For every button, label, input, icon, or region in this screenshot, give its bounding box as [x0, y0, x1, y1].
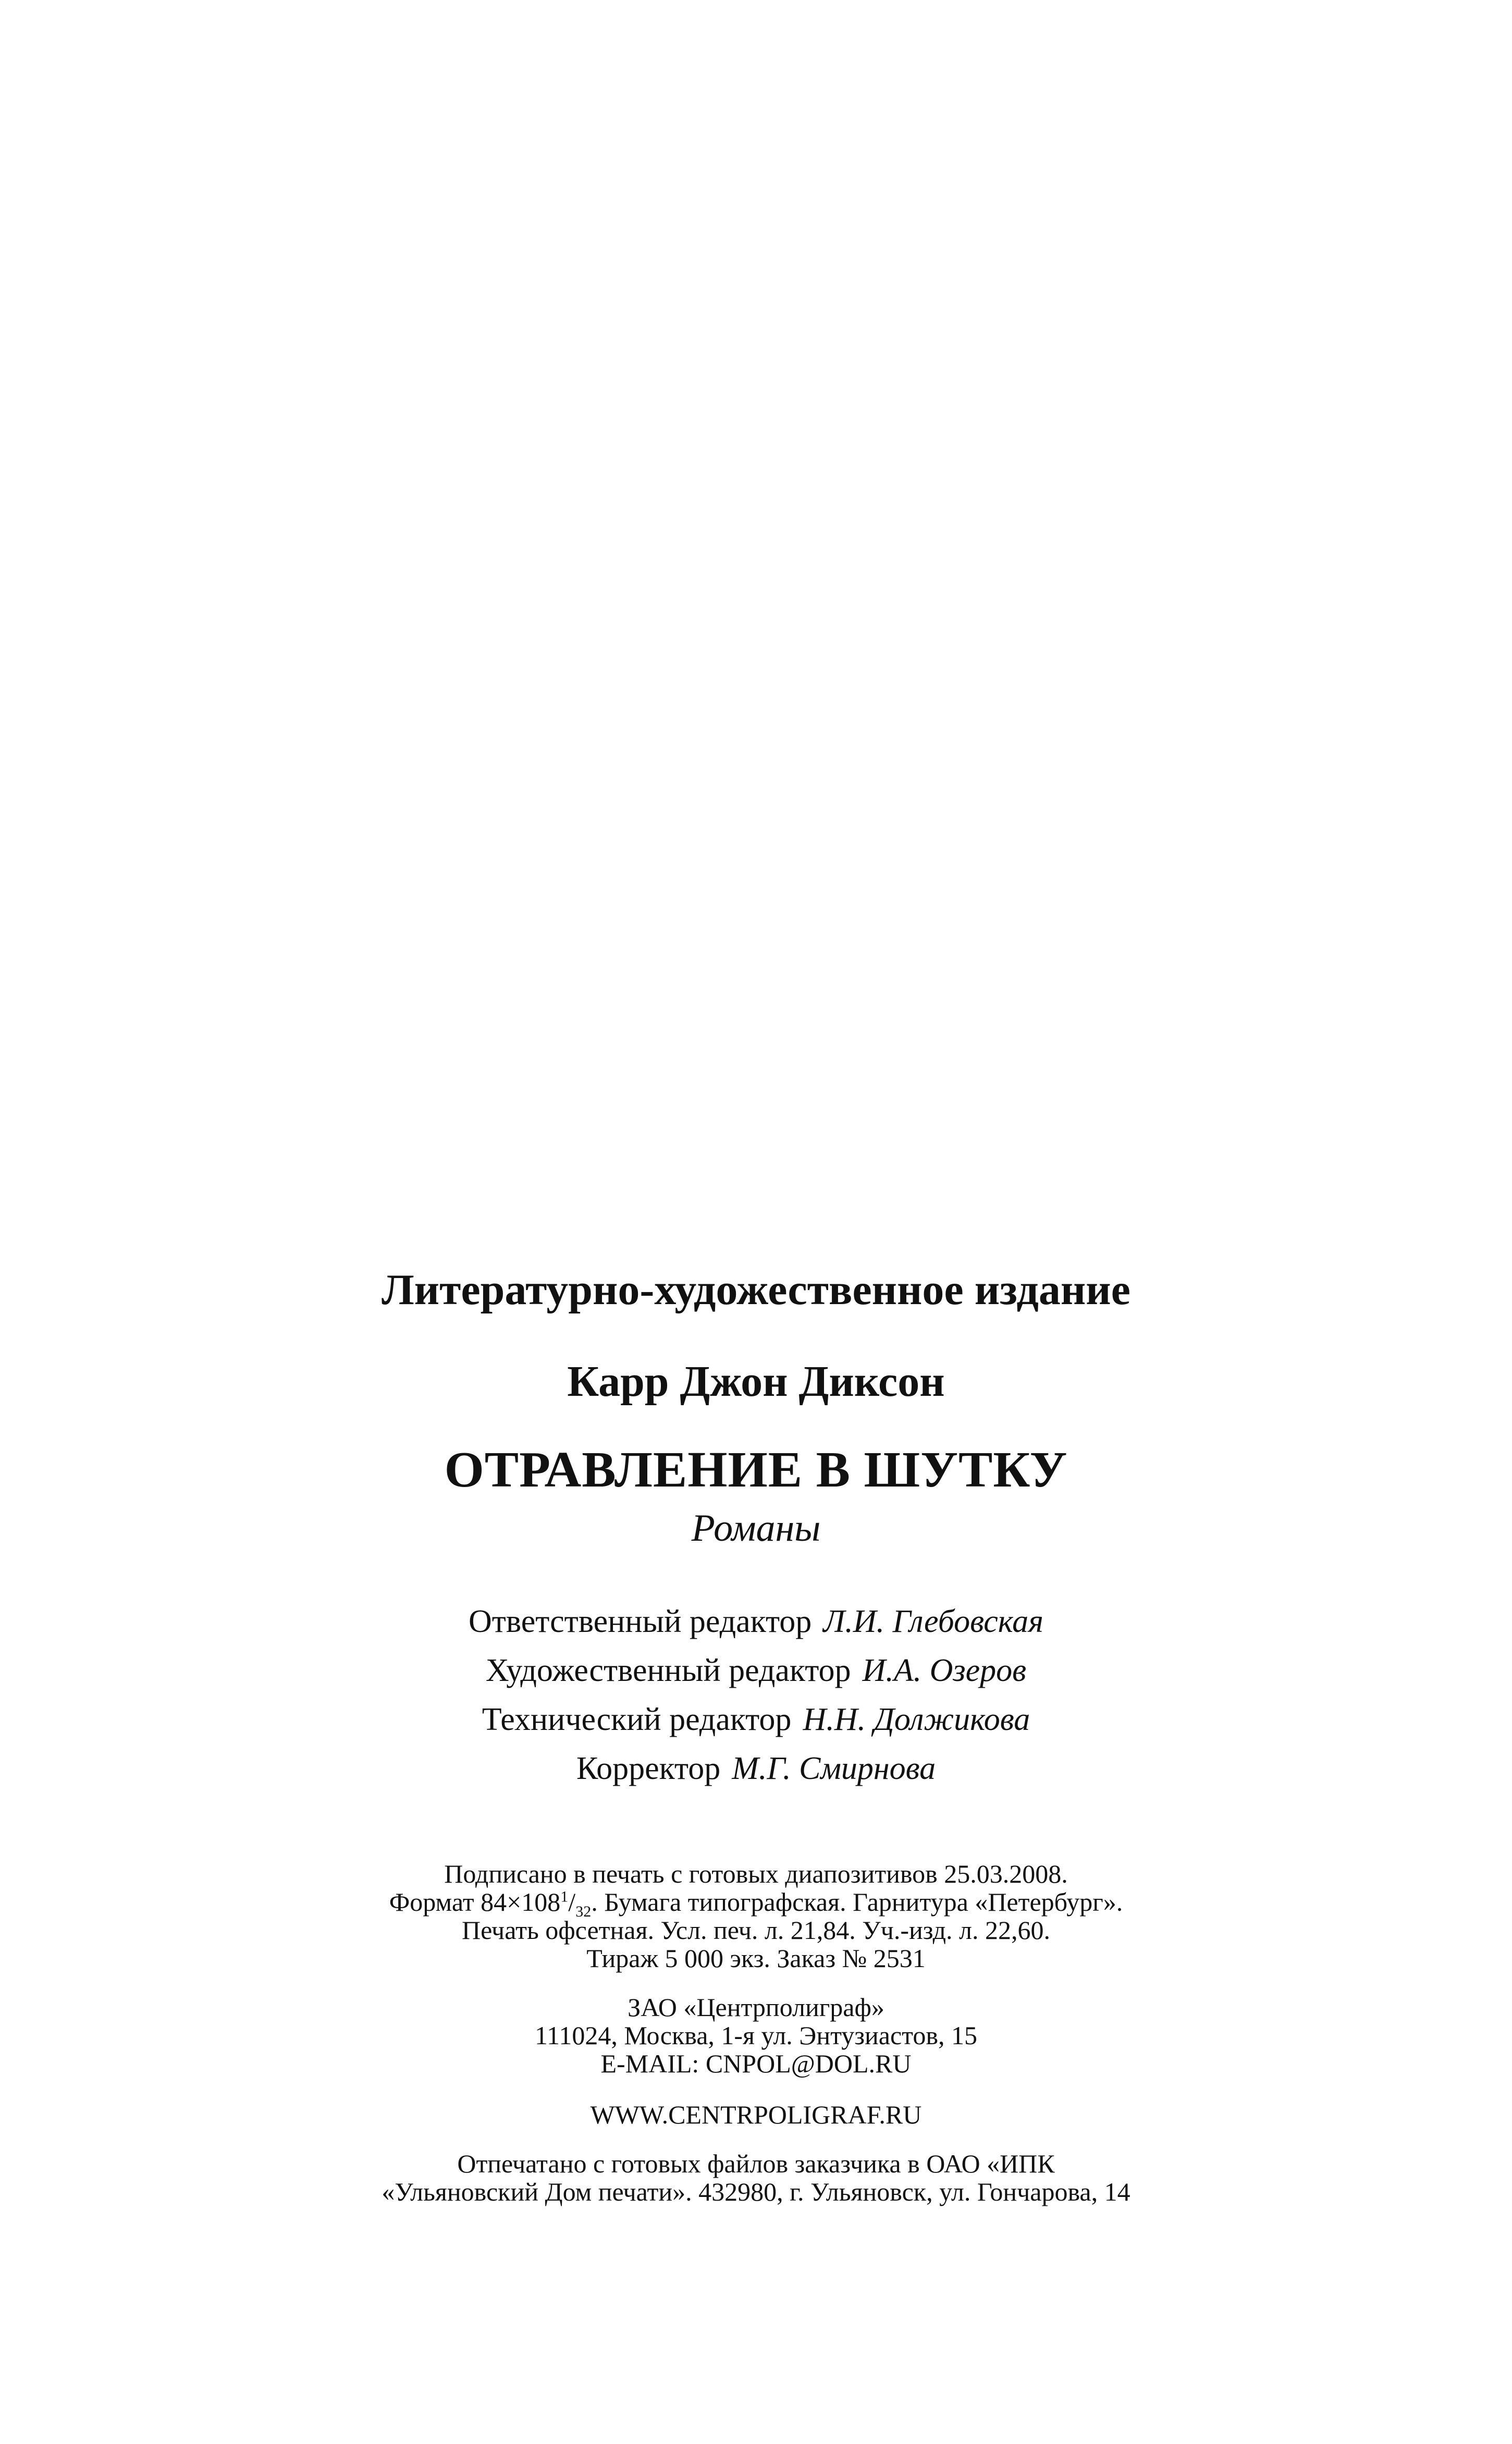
- format-sup: 1: [560, 1888, 569, 1906]
- author-name: Карр Джон Диксон: [567, 1357, 945, 1406]
- tech-line-format: [0, 1887, 1512, 1920]
- publisher-name: ЗАО «Центрполиграф»: [628, 1993, 884, 2022]
- credits-list: [0, 1597, 1512, 1793]
- format-sub: 32: [575, 1903, 592, 1920]
- printer-info: [0, 2150, 1512, 2206]
- tech-line-print: Печать офсетная. Усл. печ. л. 21,84. Уч.-изд. л. 22,60.: [462, 1915, 1050, 1945]
- credit-role: Технический редактор: [482, 1702, 792, 1737]
- publisher-email: E-MAIL: CNPOL@DOL.RU: [600, 2049, 912, 2078]
- credit-role: Ответственный редактор: [468, 1604, 812, 1639]
- tech-line-run: Тираж 5 000 экз. Заказ № 2531: [586, 1944, 926, 1973]
- book-title: ОТРАВЛЕНИЕ В ШУТКУ: [444, 1442, 1068, 1498]
- format-paper: . Бумага типографская. Гарнитура «Петербург».: [591, 1887, 1123, 1917]
- credit-proofreader: [0, 1744, 1512, 1793]
- technical-details: [0, 1860, 1512, 1972]
- credit-person: М.Г. Смирнова: [732, 1751, 936, 1786]
- credit-role: Художественный редактор: [485, 1653, 851, 1688]
- imprint-block: [0, 1261, 1512, 2206]
- format-text: Формат 84×108: [389, 1887, 561, 1917]
- credit-technical-editor: [0, 1695, 1512, 1744]
- series-label: Литературно-художественное издание: [382, 1266, 1130, 1314]
- credit-person: Л.И. Глебовская: [823, 1604, 1044, 1639]
- credit-role: Корректор: [576, 1751, 721, 1786]
- publisher-address: 111024, Москва, 1-я ул. Энтузиастов, 15: [535, 2021, 977, 2050]
- tech-line-signed: Подписано в печать с готовых диапозитивов 25.03.2008.: [444, 1859, 1068, 1888]
- genre-label: Романы: [691, 1507, 821, 1550]
- printer-line-2: «Ульяновский Дом печати». 432980, г. Ульяновск, ул. Гончарова, 14: [382, 2177, 1130, 2206]
- credit-person: И.А. Озеров: [862, 1653, 1027, 1688]
- format-slash: /: [568, 1887, 576, 1917]
- printer-line-1: Отпечатано с готовых файлов заказчика в ОАО «ИПК: [457, 2149, 1055, 2178]
- credit-person: Н.Н. Должикова: [803, 1702, 1030, 1737]
- publisher-website: WWW.CENTRPOLIGRAF.RU: [590, 2100, 922, 2129]
- publisher-info: [0, 1993, 1512, 2078]
- credit-responsible-editor: [0, 1597, 1512, 1646]
- credit-art-editor: [0, 1646, 1512, 1695]
